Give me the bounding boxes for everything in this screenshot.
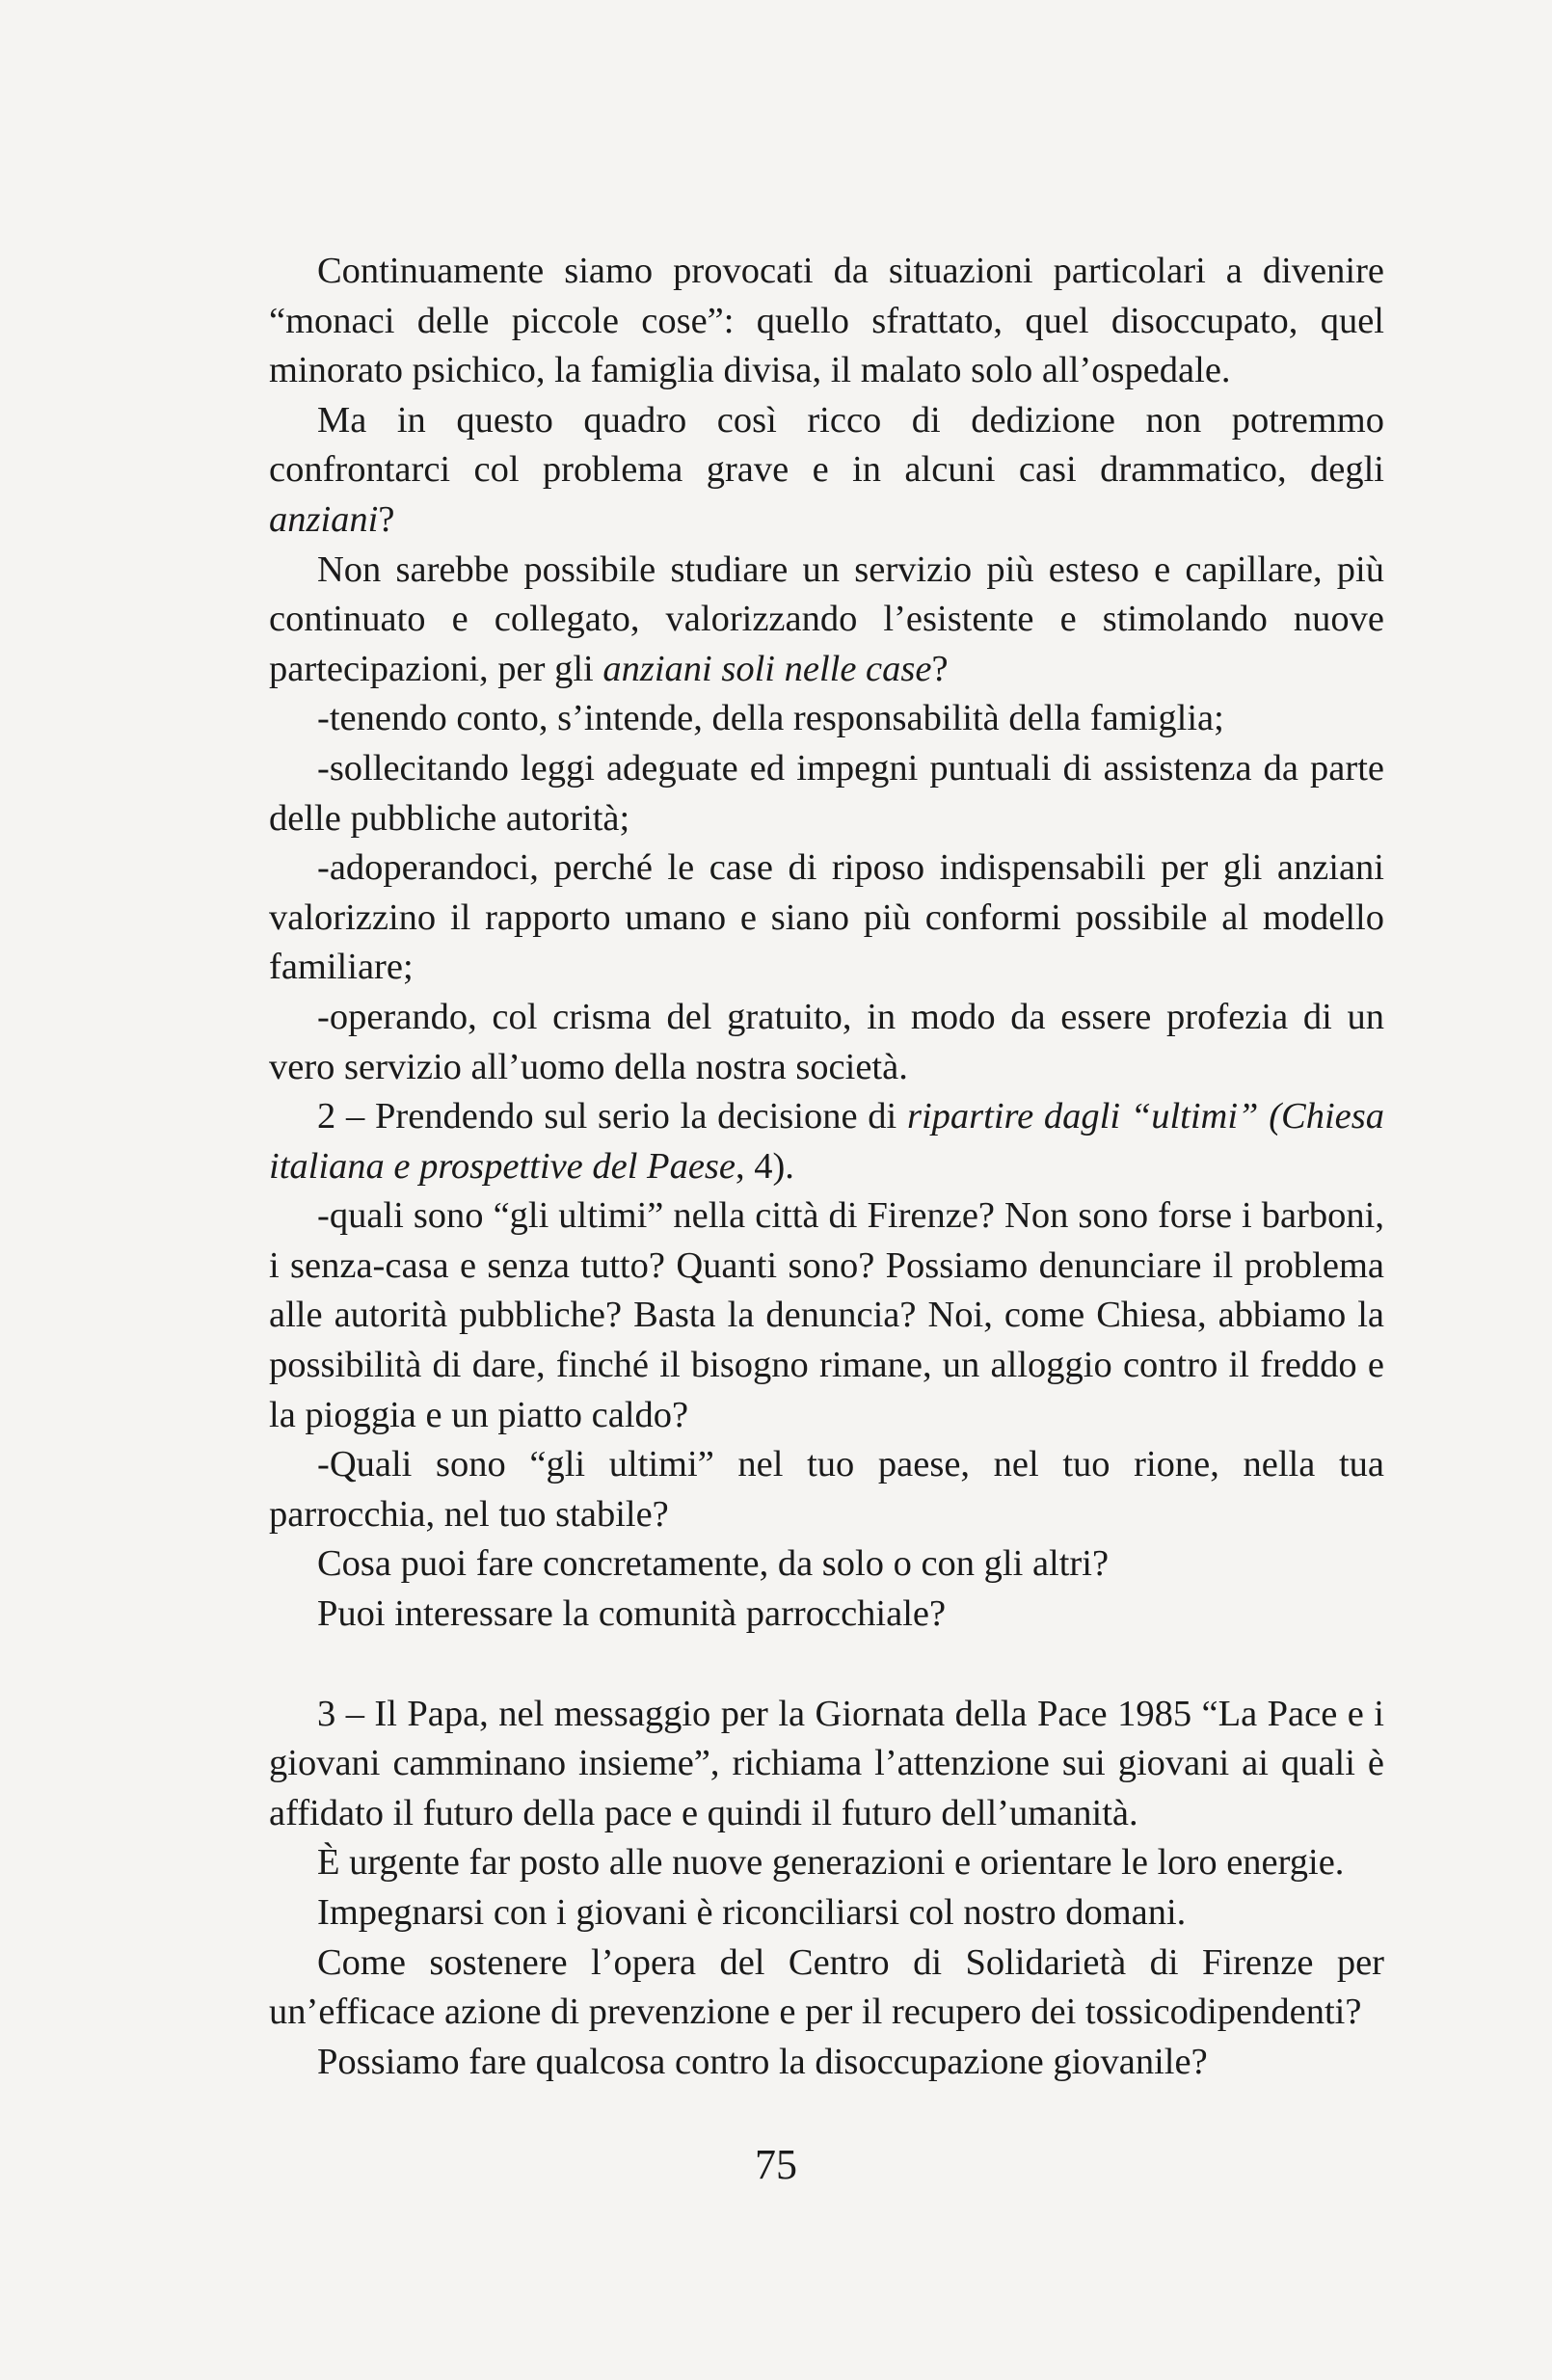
paragraph: Cosa puoi fare concretamente, da solo o con gli altri? <box>317 1543 1110 1585</box>
paragraph: -adoperandoci, perché le case di riposo indispensabili per gli anziani valorizzino il rapporto umano e siano più conformi possibile al modello familiare; <box>269 847 1384 988</box>
paragraph: Come sostenere l’opera del Centro di Solidarietà di Firenze per un’efficace azione di prevenzione e per il recupero dei tossicodipendenti? <box>269 1941 1384 2033</box>
paragraph: Puoi interessare la comunità parrocchiale? <box>317 1593 947 1635</box>
paragraph: -operando, col crisma del gratuito, in modo da essere profezia di un vero servizio all’uomo della nostra società. <box>269 996 1384 1087</box>
paragraph: -sollecitando leggi adeguate ed impegni puntuali di assistenza da parte delle pubbliche autorità; <box>269 747 1384 839</box>
paragraph: -quali sono “gli ultimi” nella città di Firenze? Non sono forse i barboni, i senza-casa e senza tutto? Quanti sono? Possiamo denunciare il problema alle autorità pubbliche? Basta la denuncia? Noi, come Chiesa, abbiamo la possibilità di dare, finché il bisogno rimane, un alloggio contro il freddo e la pioggia e un piatto caldo? <box>269 1195 1384 1435</box>
paragraph: Continuamente siamo provocati da situazioni particolari a divenire “monaci delle piccole cose”: quello sfrattato, quel disoccupato, quel minorato psichico, la famiglia divisa, il malato solo all’ospedale. <box>269 251 1384 391</box>
paragraph: Impegnarsi con i giovani è riconciliarsi col nostro domani. <box>317 1892 1187 1933</box>
body-text <box>269 247 1384 2087</box>
paragraph: È urgente far posto alle nuove generazioni e orientare le loro energie. <box>317 1842 1345 1884</box>
paragraph: -tenendo conto, s’intende, della responsabilità della famiglia; <box>317 698 1224 739</box>
paragraph: Non sarebbe possibile studiare un servizio più esteso e capillare, più continuato e collegato, valorizzando l’esistente e stimolando nuove partecipazioni, per gli anziani soli nelle case? <box>269 548 1384 689</box>
paragraph: Ma in questo quadro così ricco di dedizione non potremmo confrontarci col problema grave e in alcuni casi drammatico, degli anziani? <box>269 399 1384 540</box>
paragraph: 2 – Prendendo sul serio la decisione di ripartire dagli “ultimi” (Chiesa italiana e prospettive del Paese, 4). <box>269 1096 1384 1187</box>
paragraph: -Quali sono “gli ultimi” nel tuo paese, nel tuo rione, nella tua parrocchia, nel tuo stabile? <box>269 1444 1384 1535</box>
section-gap <box>269 1640 1384 1690</box>
paragraph: Possiamo fare qualcosa contro la disoccupazione giovanile? <box>317 2041 1208 2082</box>
page-number: 75 <box>755 2141 797 2188</box>
paragraph: 3 – Il Papa, nel messaggio per la Giornata della Pace 1985 “La Pace e i giovani camminano insieme”, richiama l’attenzione sui giovani ai quali è affidato il futuro della pace e quindi il futuro dell’umanità. <box>269 1693 1384 1833</box>
